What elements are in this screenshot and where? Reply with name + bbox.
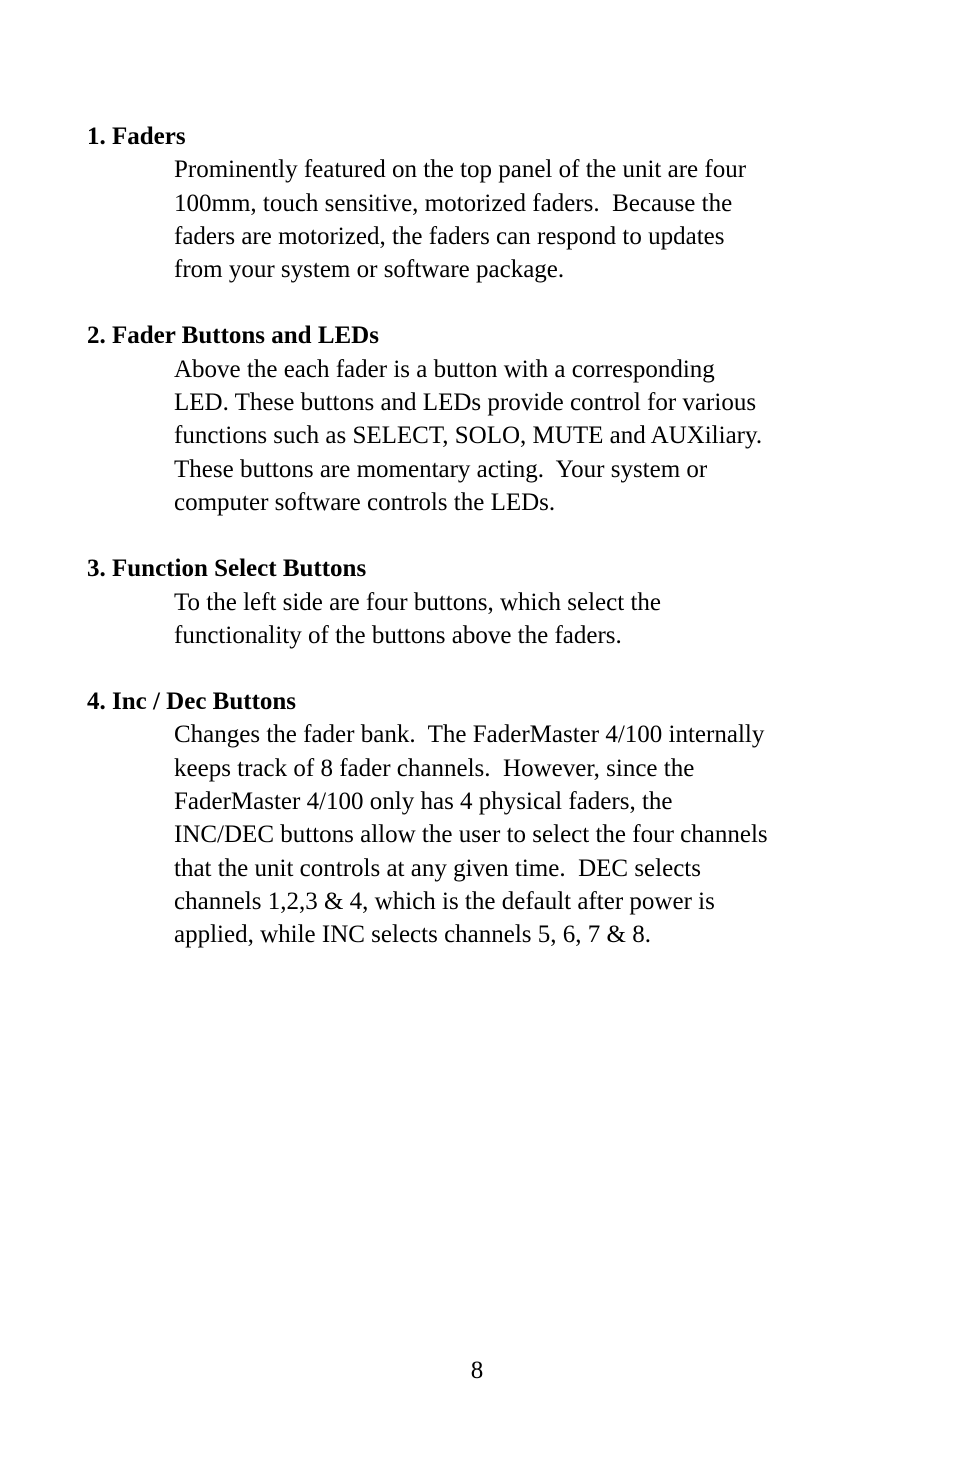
body-line: that the unit controls at any given time. DEC selects <box>174 854 701 882</box>
body-line: computer software controls the LEDs. <box>174 488 556 516</box>
body-line: 100mm, touch sensitive, motorized faders. Because the <box>174 189 733 217</box>
body-line: faders are motorized, the faders can respond to updates <box>174 222 725 250</box>
section-body <box>174 586 877 653</box>
body-line: Prominently featured on the top panel of the unit are four <box>174 156 747 184</box>
body-line: Above the each fader is a button with a corresponding <box>174 355 715 383</box>
body-line: To the left side are four buttons, which select the <box>174 588 661 616</box>
section-function-select-buttons <box>87 552 877 652</box>
body-line: from your system or software package. <box>174 256 565 284</box>
section-heading: 2. Fader Buttons and LEDs <box>87 322 379 350</box>
section-heading: 3. Function Select Buttons <box>87 555 367 583</box>
section-inc-dec-buttons <box>87 685 877 951</box>
section-heading: 1. Faders <box>87 123 186 150</box>
section-body <box>174 153 877 286</box>
body-line: These buttons are momentary acting. Your system or <box>174 455 708 483</box>
body-line: channels 1,2,3 & 4, which is the default after power is <box>174 887 715 915</box>
section-body <box>174 718 877 951</box>
body-line: LED. These buttons and LEDs provide control for various <box>174 389 757 417</box>
body-line: keeps track of 8 fader channels. However, since the <box>174 754 695 782</box>
section-faders <box>87 120 877 286</box>
document-page <box>87 120 877 985</box>
body-line: functionality of the buttons above the faders. <box>174 621 622 649</box>
body-line: Changes the fader bank. The FaderMaster 4/100 internally <box>174 721 765 749</box>
body-line: FaderMaster 4/100 only has 4 physical faders, the <box>174 788 673 816</box>
body-line: functions such as SELECT, SOLO, MUTE and AUXiliary. <box>174 422 763 450</box>
body-line: INC/DEC buttons allow the user to select the four channels <box>174 821 768 849</box>
section-heading: 4. Inc / Dec Buttons <box>87 688 297 716</box>
body-line: applied, while INC selects channels 5, 6, 7 & 8. <box>174 921 651 949</box>
page-number: 8 <box>470 1357 484 1384</box>
section-fader-buttons-and-leds <box>87 319 877 519</box>
section-body <box>174 353 877 519</box>
